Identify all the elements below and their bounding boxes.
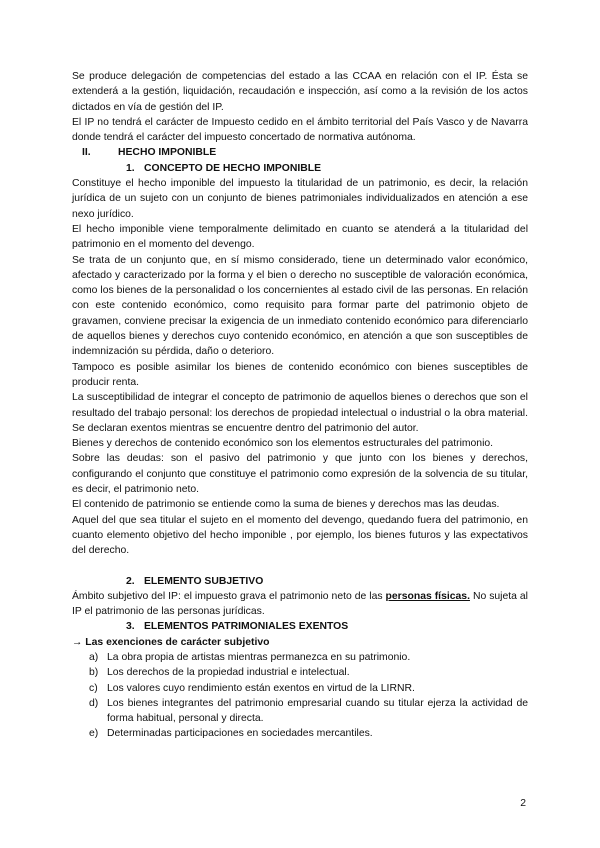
list-item-label: c)	[89, 682, 98, 694]
subsection-heading-concepto	[126, 161, 528, 176]
list-item	[89, 696, 528, 727]
paragraph: El contenido de patrimonio se entiende como la suma de bienes y derechos mas las deudas.	[72, 499, 500, 511]
paragraph: Constituye el hecho imponible del impuesto la titularidad de un patrimonio, es decir, la relación jurídica de un sujeto con un conjunto de bienes patrimoniales individualizados en atención a ese nexo jurídico.	[72, 178, 528, 220]
list-item-text: Los bienes integrantes del patrimonio empresarial cuando su titular ejerza la actividad de forma habitual, personal y directa.	[107, 697, 528, 725]
text-segment: Ámbito subjetivo del IP: el impuesto grava el patrimonio neto de las	[72, 590, 386, 602]
subsection-number: 2.	[126, 575, 135, 587]
intro-paragraph-1: Se produce delegación de competencias del estado a las CCAA en relación con el IP. Ésta se extenderá a la gestión, liquidación, recaudación e inspección, así como a la revisión de los actos dictados en vía de gestión del IP.	[72, 71, 528, 113]
section-title: HECHO IMPONIBLE	[118, 147, 217, 159]
list-item-label: e)	[89, 728, 99, 740]
paragraph: Tampoco es posible asimilar los bienes de contenido económico con bienes susceptibles de producir renta.	[72, 361, 528, 388]
subsection-heading-elemento-subjetivo	[126, 574, 528, 589]
list-item-label: a)	[89, 651, 99, 663]
list-item-label: d)	[89, 697, 99, 709]
document-page	[72, 69, 528, 742]
blank-line	[72, 559, 528, 574]
list-item-text: Los derechos de la propiedad industrial e intelectual.	[107, 667, 350, 679]
emphasis-personas-fisicas: personas físicas.	[385, 590, 470, 602]
intro-paragraph-2: El IP no tendrá el carácter de Impuesto cedido en el ámbito territorial del País Vasco y de Navarra donde tendrá el carácter del impuesto concertado de normativa autónoma.	[72, 116, 528, 144]
list-item	[89, 665, 528, 680]
list-item-text: Determinadas participaciones en sociedades mercantiles.	[107, 728, 373, 740]
subsection-title: ELEMENTOS PATRIMONIALES EXENTOS	[144, 621, 349, 633]
subsection-number: 1.	[126, 162, 135, 174]
subsection-number: 3.	[126, 621, 135, 633]
paragraph: El hecho imponible viene temporalmente delimitado en cuanto se atenderá a la titularidad del patrimonio en el momento del devengo.	[72, 223, 528, 251]
page-number: 2	[520, 798, 526, 809]
paragraph: Sobre las deudas: son el pasivo del patrimonio y que junto con los bienes y derechos, configurando el conjunto que constituye el patrimonio como expresión de la solvencia de su titular, es decir, el patrimonio neto.	[72, 453, 528, 496]
list-item	[89, 650, 528, 665]
paragraph: Aquel del que sea titular el sujeto en el momento del devengo, quedando fuera del patrimonio, en cuanto elemento objetivo del hecho imponible , por ejemplo, los bienes futuros y las expectativos del derecho.	[72, 514, 528, 557]
section-number: II.	[82, 147, 91, 159]
list-item-label: b)	[89, 667, 99, 679]
paragraph: Se trata de un conjunto que, en sí mismo considerado, tiene un determinado valor económico, afectado y caracterizado por la forma y el bien o derecho no susceptible de valoración económica, como los bienes de la personalidad o los concernientes al estado civil de las personas. En relación con este contenido económico, como requisito para formar parte del patrimonio objeto de gravamen, conviene precisar la exigencia de un inmediato contenido económico para diferenciarlo de aquellos bienes y derechos cuyo contenido económico, en atención a que son susceptibles de indemnización su pérdida, daño o deterioro.	[72, 254, 528, 358]
paragraph: Bienes y derechos de contenido económico son los elementos estructurales del patrimonio.	[72, 438, 494, 450]
subsection-heading-exentos	[126, 619, 528, 634]
subsection-title: ELEMENTO SUBJETIVO	[144, 575, 264, 587]
paragraph-elemento-subjetivo	[72, 589, 528, 620]
exemptions-list	[72, 650, 528, 742]
list-item-text: La obra propia de artistas mientras permanezca en su patrimonio.	[107, 651, 411, 663]
text-segment: No sujeta al IP el patrimonio de las personas jurídicas.	[72, 590, 528, 618]
paragraph: La susceptibilidad de integrar el concepto de patrimonio de aquellos bienes o derechos que son el resultado del trabajo personal: los derechos de propiedad intelectual o industrial o la obra material. Se declaran exentos mientras se encuentre dentro del patrimonio del autor.	[72, 392, 528, 434]
exemptions-title: → Las exenciones de carácter subjetivo	[72, 636, 270, 648]
section-heading-hecho-imponible	[82, 145, 528, 160]
list-item-text: Los valores cuyo rendimiento están exentos en virtud de la LIRNR.	[107, 682, 415, 694]
list-item	[89, 681, 528, 696]
list-item	[89, 726, 528, 741]
subsection-title: CONCEPTO DE HECHO IMPONIBLE	[144, 162, 322, 174]
